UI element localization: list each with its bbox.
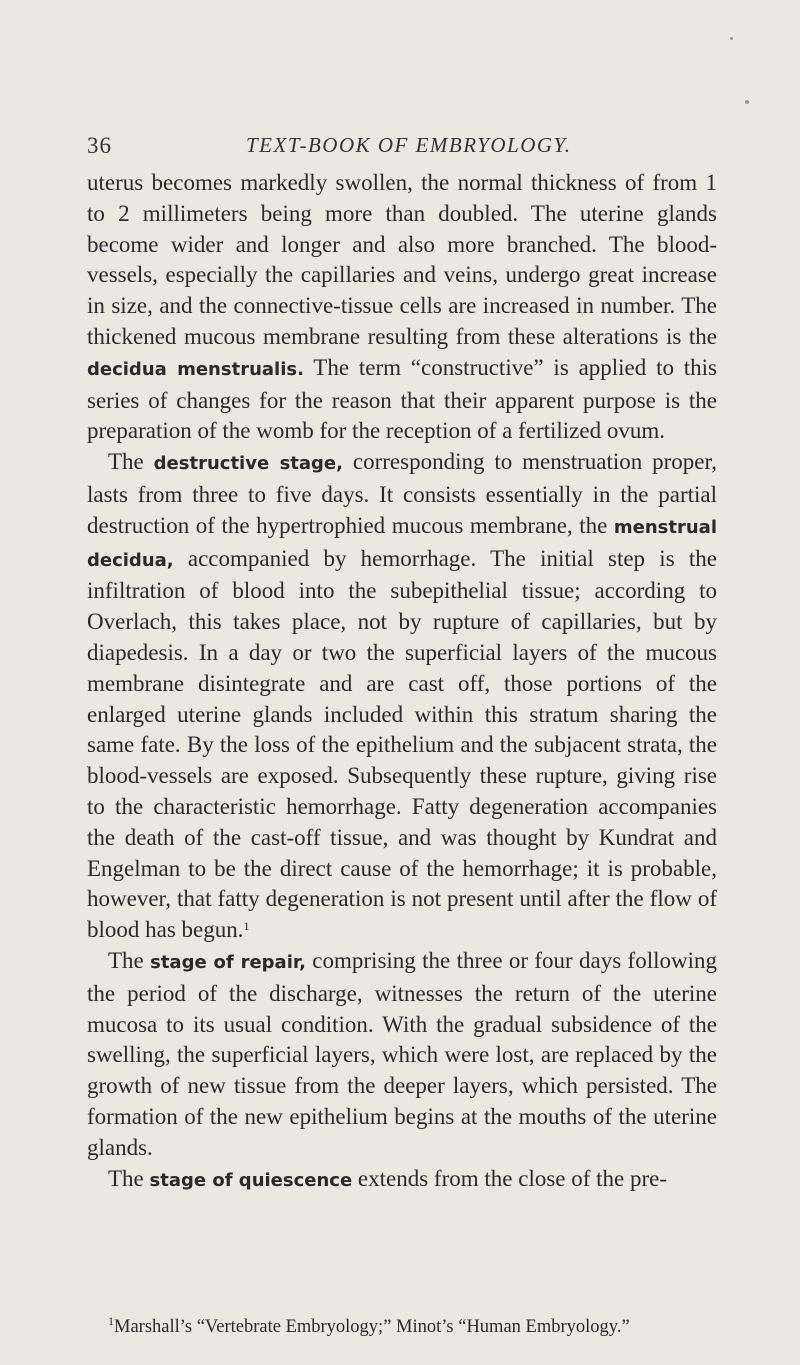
text-segment: comprising the three or four days following the period of the discharge, witnesses the return of the uterine mucosa to its usual condition. With the gradual subsidence of the swelling, the superficial layers, which were lost, are replaced by the growth of new tissue from the deeper layers, which persisted. The formation of the new epithelium begins at the mouths of the uterine glands. — [87, 947, 717, 1160]
paragraph — [87, 168, 717, 447]
page-number: 36 — [87, 133, 112, 158]
text-segment: corresponding to menstruation proper, lasts from three to five days. It consists essentially in the partial destruction of the hypertrophied mucous membrane, the — [87, 449, 717, 538]
paper-speck — [730, 37, 733, 40]
body-text — [87, 168, 717, 1196]
text-segment: uterus becomes markedly swollen, the normal thickness of from 1 to 2 millimeters being more than doubled. The uterine glands become wider and longer and also more branched. The blood-vessels, especially the capillaries and veins, undergo great increase in size, and the connective-tissue cells are increased in number. The thickened mucous membrane resulting from these alterations is the — [87, 170, 717, 349]
text-segment: The — [108, 947, 151, 973]
footnote-text — [87, 1315, 717, 1339]
bold-term: decidua menstrualis. — [87, 358, 304, 380]
footnote — [87, 1315, 717, 1339]
bold-term: destructive stage, — [153, 453, 343, 475]
text-segment: The — [108, 449, 154, 475]
footnote-body: Marshall’s “Vertebrate Embryology;” Minot’s “Human Embryology.” — [114, 1317, 630, 1337]
paragraph — [87, 1164, 717, 1197]
footnote-reference[interactable]: 1 — [243, 919, 250, 934]
bold-term: stage of repair, — [150, 951, 306, 973]
footnote-marker: 1 — [108, 1314, 114, 1328]
text-segment: The term “constructive” is applied to this series of changes for the reason that their apparent purpose is the preparation of the womb for the reception of a fertilized ovum. — [87, 354, 717, 444]
bold-term: menstrual decidua, — [87, 516, 717, 571]
text-segment: extends from the close of the pre- — [352, 1165, 668, 1191]
bold-term: stage of quiescence — [149, 1169, 353, 1191]
text-segment: The — [108, 1165, 150, 1191]
paragraph — [87, 447, 717, 946]
paper-speck — [745, 100, 749, 104]
text-segment: accompanied by hemorrhage. The initial step is the infiltration of blood into the subepithelial tissue; according to Overlach, this takes place, not by rupture of capillaries, but by diapedesis. In a day or two the superficial layers of the mucous membrane disintegrate and are cast off, those portions of the enlarged uterine glands included within this stratum sharing the same fate. By the loss of the epithelium and the subjacent strata, the blood-vessels are exposed. Subsequently these rupture, giving rise to the characteristic hemorrhage. Fatty degeneration accompanies the death of the cast-off tissue, and was thought by Kundrat and Engelman to be the direct cause of the hemorrhage; it is probable, however, that fatty degeneration is not present until after the flow of blood has begun. — [87, 545, 717, 943]
running-head: TEXT-BOOK OF EMBRYOLOGY. — [246, 133, 572, 157]
paragraph — [87, 946, 717, 1164]
